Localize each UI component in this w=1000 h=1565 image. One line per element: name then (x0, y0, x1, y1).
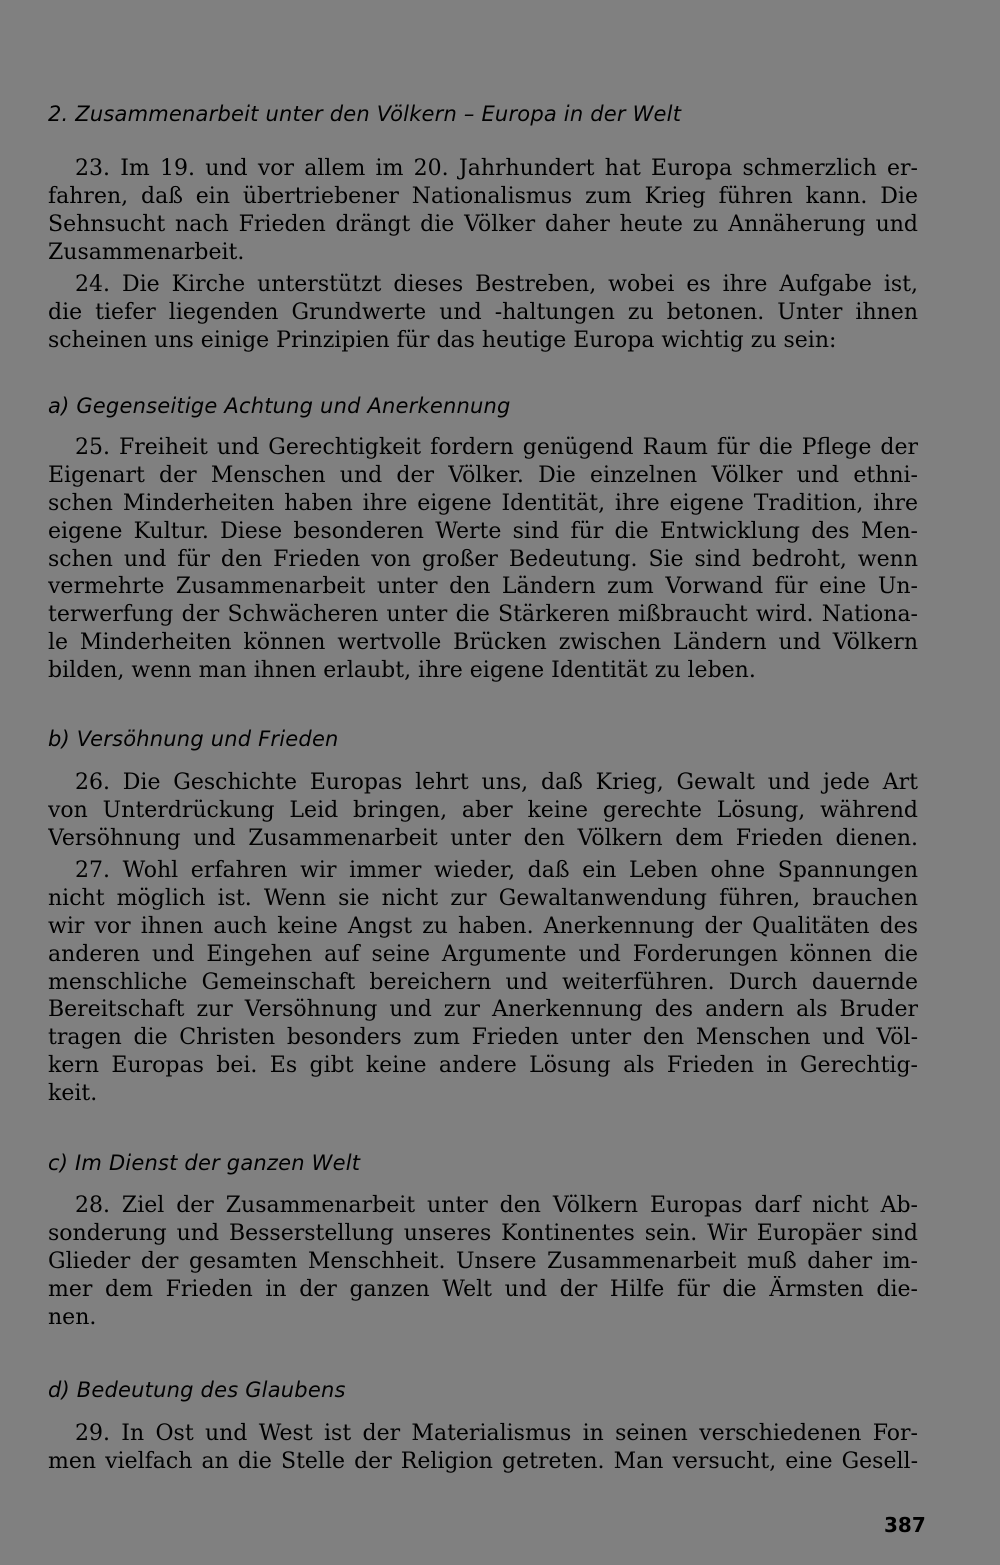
text-line: keit. (48, 1081, 98, 1107)
text-line: Glieder der gesamten Menschheit. Unsere Zusammenarbeit muß daher im- (48, 1248, 918, 1274)
text-line: 26. Die Geschichte Europas lehrt uns, daß Krieg, Gewalt und jede Art (75, 770, 918, 795)
text-line: scheinen uns einige Prinzipien für das heutige Europa wichtig zu sein: (48, 327, 837, 353)
text-line: Eigenart der Menschen und der Völker. Die einzelnen Völker und ethni- (48, 462, 918, 488)
text-line: Sehnsucht nach Frieden drängt die Völker daher heute zu Annäherung und (48, 211, 918, 237)
text-line: schen und für den Frieden von großer Bedeutung. Sie sind bedroht, wenn (48, 546, 918, 572)
text-line: mer dem Frieden in der ganzen Welt und der Hilfe für die Ärmsten die- (48, 1276, 918, 1302)
subheading-c: c) Im Dienst der ganzen Welt (48, 1151, 361, 1175)
text-line: le Minderheiten können wertvolle Brücken zwischen Ländern und Völkern (48, 630, 918, 656)
text-line: terwerfung der Schwächeren unter die Stärkeren mißbraucht wird. Nationa- (48, 602, 918, 628)
document-page (48, 0, 918, 1565)
paragraph-27 (48, 857, 918, 1108)
paragraph-25 (48, 434, 918, 685)
text-line: Bereitschaft zur Versöhnung und zur Anerkennung des andern als Bruder (48, 997, 918, 1023)
text-line: schen Minderheiten haben ihre eigene Identität, ihre eigene Tradition, ihre (48, 490, 918, 516)
text-line: 27. Wohl erfahren wir immer wieder, daß ein Leben ohne Spannungen (75, 858, 918, 883)
text-line: fahren, daß ein übertriebener Nationalismus zum Krieg führen kann. Die (48, 183, 918, 209)
text-line: Zusammenarbeit. (48, 239, 245, 265)
paragraph-29 (48, 1420, 918, 1476)
subheading-d: d) Bedeutung des Glaubens (48, 1378, 346, 1402)
text-line: nicht möglich ist. Wenn sie nicht zur Gewaltanwendung führen, brauchen (48, 885, 918, 911)
subheading-a: a) Gegenseitige Achtung und Anerkennung (48, 394, 511, 418)
text-line: bilden, wenn man ihnen erlaubt, ihre eigene Identität zu leben. (48, 658, 756, 684)
paragraph-24 (48, 271, 918, 355)
page-number: 387 (884, 1513, 926, 1537)
text-line: wir vor ihnen auch keine Angst zu haben. Anerkennung der Qualitäten des (48, 913, 918, 939)
text-line: Versöhnung und Zusammenarbeit unter den Völkern dem Frieden dienen. (48, 825, 918, 851)
text-line: 24. Die Kirche unterstützt dieses Bestreben, wobei es ihre Aufgabe ist, (75, 272, 918, 297)
section-title: 2. Zusammenarbeit unter den Völkern – Europa in der Welt (48, 102, 682, 126)
text-line: 29. In Ost und West ist der Materialismus in seinen verschiedenen For- (75, 1421, 918, 1446)
text-line: kern Europas bei. Es gibt keine andere Lösung als Frieden in Gerechtig- (48, 1053, 918, 1079)
text-line: 25. Freiheit und Gerechtigkeit fordern genügend Raum für die Pflege der (75, 435, 918, 460)
text-line: die tiefer liegenden Grundwerte und -haltungen zu betonen. Unter ihnen (48, 299, 918, 325)
text-line: vermehrte Zusammenarbeit unter den Ländern zum Vorwand für eine Un- (48, 574, 918, 600)
text-line: sonderung und Besserstellung unseres Kontinentes sein. Wir Europäer sind (48, 1220, 918, 1246)
paragraph-28 (48, 1192, 918, 1331)
subheading-b: b) Versöhnung und Frieden (48, 727, 339, 751)
text-line: 28. Ziel der Zusammenarbeit unter den Völkern Europas darf nicht Ab- (75, 1193, 918, 1218)
text-line: 23. Im 19. und vor allem im 20. Jahrhundert hat Europa schmerzlich er- (75, 156, 918, 181)
text-line: menschliche Gemeinschaft bereichern und weiterführen. Durch dauernde (48, 969, 918, 995)
text-line: nen. (48, 1304, 97, 1330)
text-line: anderen und Eingehen auf seine Argumente und Forderungen können die (48, 941, 918, 967)
paragraph-23 (48, 155, 918, 267)
paragraph-26 (48, 769, 918, 853)
text-line: men vielfach an die Stelle der Religion getreten. Man versucht, eine Gesell- (48, 1448, 918, 1474)
text-line: von Unterdrückung Leid bringen, aber keine gerechte Lösung, während (48, 797, 918, 823)
text-line: eigene Kultur. Diese besonderen Werte sind für die Entwicklung des Men- (48, 518, 918, 544)
text-line: tragen die Christen besonders zum Frieden unter den Menschen und Völ- (48, 1025, 918, 1051)
